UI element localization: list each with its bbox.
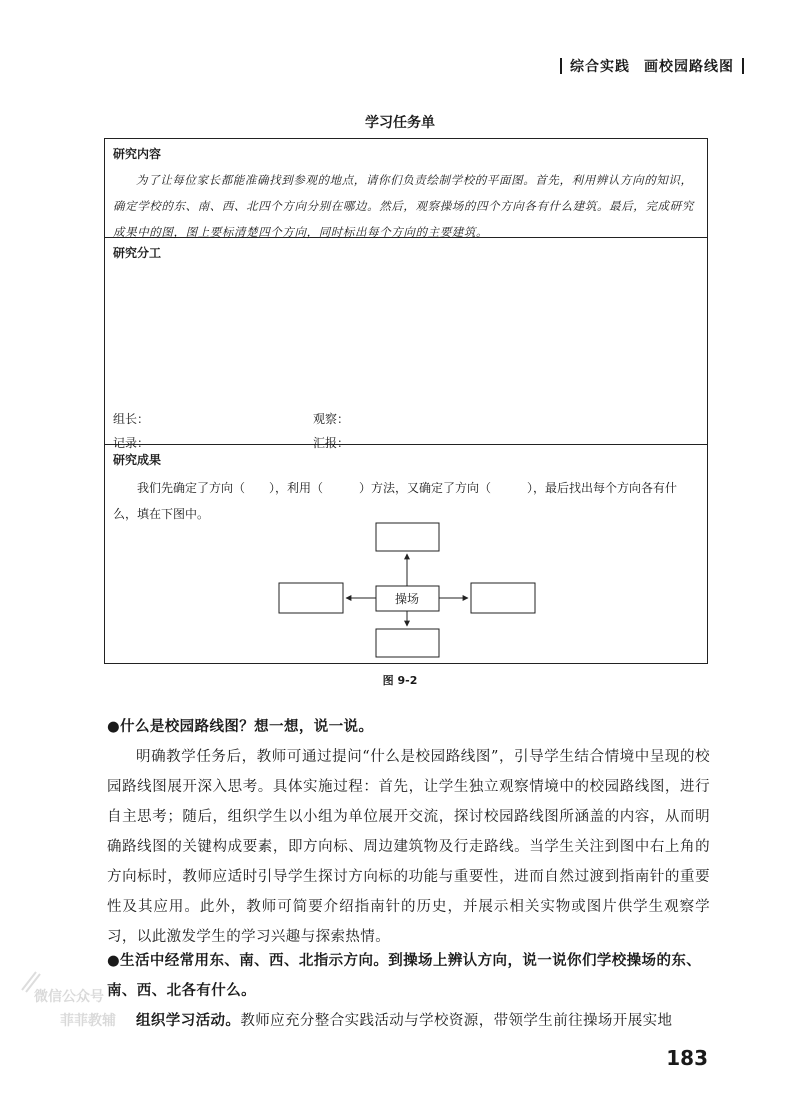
bullet-heading-2: ●生活中经常用东、南、西、北指示方向。到操场上辨认方向，说一说你们学校操场的东、南、西、北各有什么。: [107, 953, 702, 999]
research-content-label: 研究内容: [113, 147, 162, 161]
role-observer: 观察：: [313, 412, 350, 426]
role-recorder: 记录：: [113, 436, 150, 450]
running-header: [552, 56, 752, 76]
division-section: [105, 238, 707, 450]
header-section: 综合实践: [570, 59, 630, 75]
watermark-line-2: 菲菲教辅: [60, 1013, 116, 1029]
watermark-line-1: 微信公众号: [34, 989, 104, 1005]
west-box: [279, 583, 343, 613]
header-topic: 画校园路线图: [644, 59, 734, 75]
research-content-text: 为了让每位家长都能准确找到参观的地点，请你们负责绘制学校的平面图。首先，利用辨认方向的知识，确定学校的东、南、西、北四个方向分别在哪边。然后，观察操场的四个方向各有什么建筑。最后，完成研究成果中的图，图上要标清楚四个方向，同时标出每个方向的主要建筑。: [113, 173, 694, 239]
east-box: [471, 583, 535, 613]
research-content-section: [105, 139, 707, 238]
role-reporter: 汇报：: [313, 436, 350, 450]
header-divider: [560, 58, 562, 74]
paragraph-2-text: 教师应充分整合实践活动与学校资源，带领学生前往操场开展实地: [240, 1013, 673, 1029]
role-leader: 组长：: [113, 412, 150, 426]
paragraph-2-lead: 组织学习活动。: [136, 1013, 241, 1029]
header-divider: [742, 58, 744, 74]
watermark: [14, 966, 134, 1036]
direction-diagram: [105, 445, 707, 663]
paragraph-1: 明确教学任务后，教师可通过提问“什么是校园路线图”，引导学生结合情境中呈现的校园路线图展开深入思考。具体实施过程：首先，让学生独立观察情境中的校园路线图，进行自主思考；随后，组织学生以小组为单位展开交流，探讨校园路线图所涵盖的内容，从而明确路线图的关键构成要素，即方向标、周边建筑物及行走路线。当学生关注到图中右上角的方向标时，教师应适时引导学生探讨方向标的功能与重要性，进而自然过渡到指南针的重要性及其应用。此外，教师可简要介绍指南针的历史，并展示相关实物或图片供学生观察学习，以此激发学生的学习兴趣与探索热情。: [107, 749, 710, 945]
result-section: [105, 445, 707, 663]
division-label: 研究分工: [113, 246, 162, 260]
page-number: 183: [666, 1046, 708, 1070]
figure-caption: 图 9-2: [382, 674, 418, 687]
task-sheet-title: 学习任务单: [365, 115, 435, 131]
result-label: 研究成果: [113, 453, 162, 467]
bullet-heading-1: ●什么是校园路线图？想一想，说一说。: [107, 719, 374, 735]
paragraph-2: [107, 1006, 710, 1036]
south-box: [376, 629, 439, 657]
result-fill-text: 我们先确定了方向（ ），利用（ ）方法，又确定了方向（ ），最后找出每个方向各有什么，填在下图中。: [113, 481, 678, 521]
playground-label: 操场: [394, 592, 420, 606]
north-box: [376, 523, 439, 551]
task-sheet-table: [104, 138, 708, 664]
